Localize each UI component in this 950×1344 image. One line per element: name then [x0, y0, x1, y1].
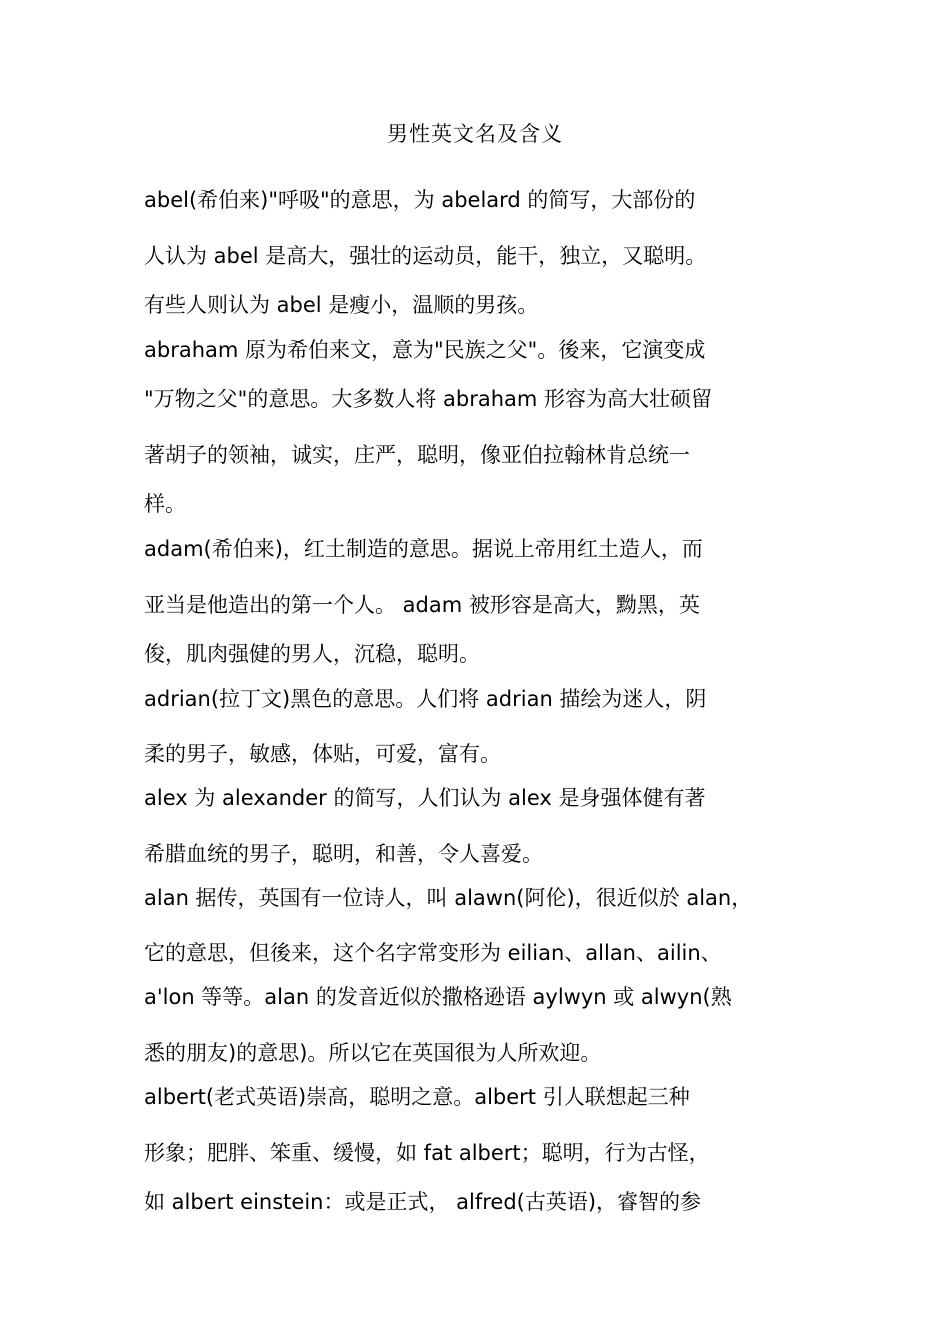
paragraph-line: adam(希伯来)，红土制造的意思。据说上帝用红土造人，而 — [144, 537, 703, 561]
paragraph-line: 亚当是他造出的第一个人。 adam 被形容是高大，黝黑，英 — [144, 593, 700, 617]
paragraph-line: 悉的朋友)的意思)。所以它在英国很为人所欢迎。 — [144, 1041, 602, 1065]
paragraph-line: 希腊血统的男子，聪明，和善，令人喜爱。 — [144, 842, 543, 866]
paragraph-line: 著胡子的领袖，诚实，庄严，聪明，像亚伯拉翰林肯总统一 — [144, 443, 690, 467]
paragraph-line: 俊，肌肉强健的男人，沉稳，聪明。 — [144, 642, 480, 666]
paragraph-line: adrian(拉丁文)黑色的意思。人们将 adrian 描绘为迷人，阴 — [144, 687, 707, 711]
paragraph-line: 它的意思，但後来，这个名字常变形为 eilian、allan、ailin、 — [144, 941, 722, 965]
paragraph-line: alan 据传，英国有一位诗人，叫 alawn(阿伦)，很近似於 alan， — [144, 886, 753, 910]
paragraph-line: abraham 原为希伯来文，意为"民族之父"。後来，它演变成 — [144, 338, 706, 362]
paragraph-line: 形象；肥胖、笨重、缓慢，如 fat albert；聪明，行为古怪， — [144, 1141, 710, 1165]
paragraph-line: "万物之父"的意思。大多数人将 abraham 形容为高大壮硕留 — [144, 387, 713, 411]
paragraph-line: a'lon 等等。alan 的发音近似於撒格逊语 aylwyn 或 alwyn(熟 — [144, 985, 732, 1009]
paragraph-line: 人认为 abel 是高大，强壮的运动员，能干，独立，又聪明。 — [144, 244, 707, 268]
paragraph-line: 如 albert einstein：或是正式， alfred(古英语)，睿智的参 — [144, 1190, 702, 1214]
paragraph-line: 样。 — [144, 492, 186, 516]
paragraph-line: abel(希伯来)"呼吸"的意思，为 abelard 的简写，大部份的 — [144, 188, 696, 212]
paragraph-line: 有些人则认为 abel 是瘦小，温顺的男孩。 — [144, 293, 539, 317]
paragraph-line: albert(老式英语)崇高，聪明之意。albert 引人联想起三种 — [144, 1085, 690, 1109]
document-title: 男性英文名及含义 — [387, 122, 563, 146]
paragraph-line: alex 为 alexander 的简写，人们认为 alex 是身强体健有著 — [144, 786, 706, 810]
paragraph-line: 柔的男子，敏感，体贴，可爱，富有。 — [144, 742, 501, 766]
